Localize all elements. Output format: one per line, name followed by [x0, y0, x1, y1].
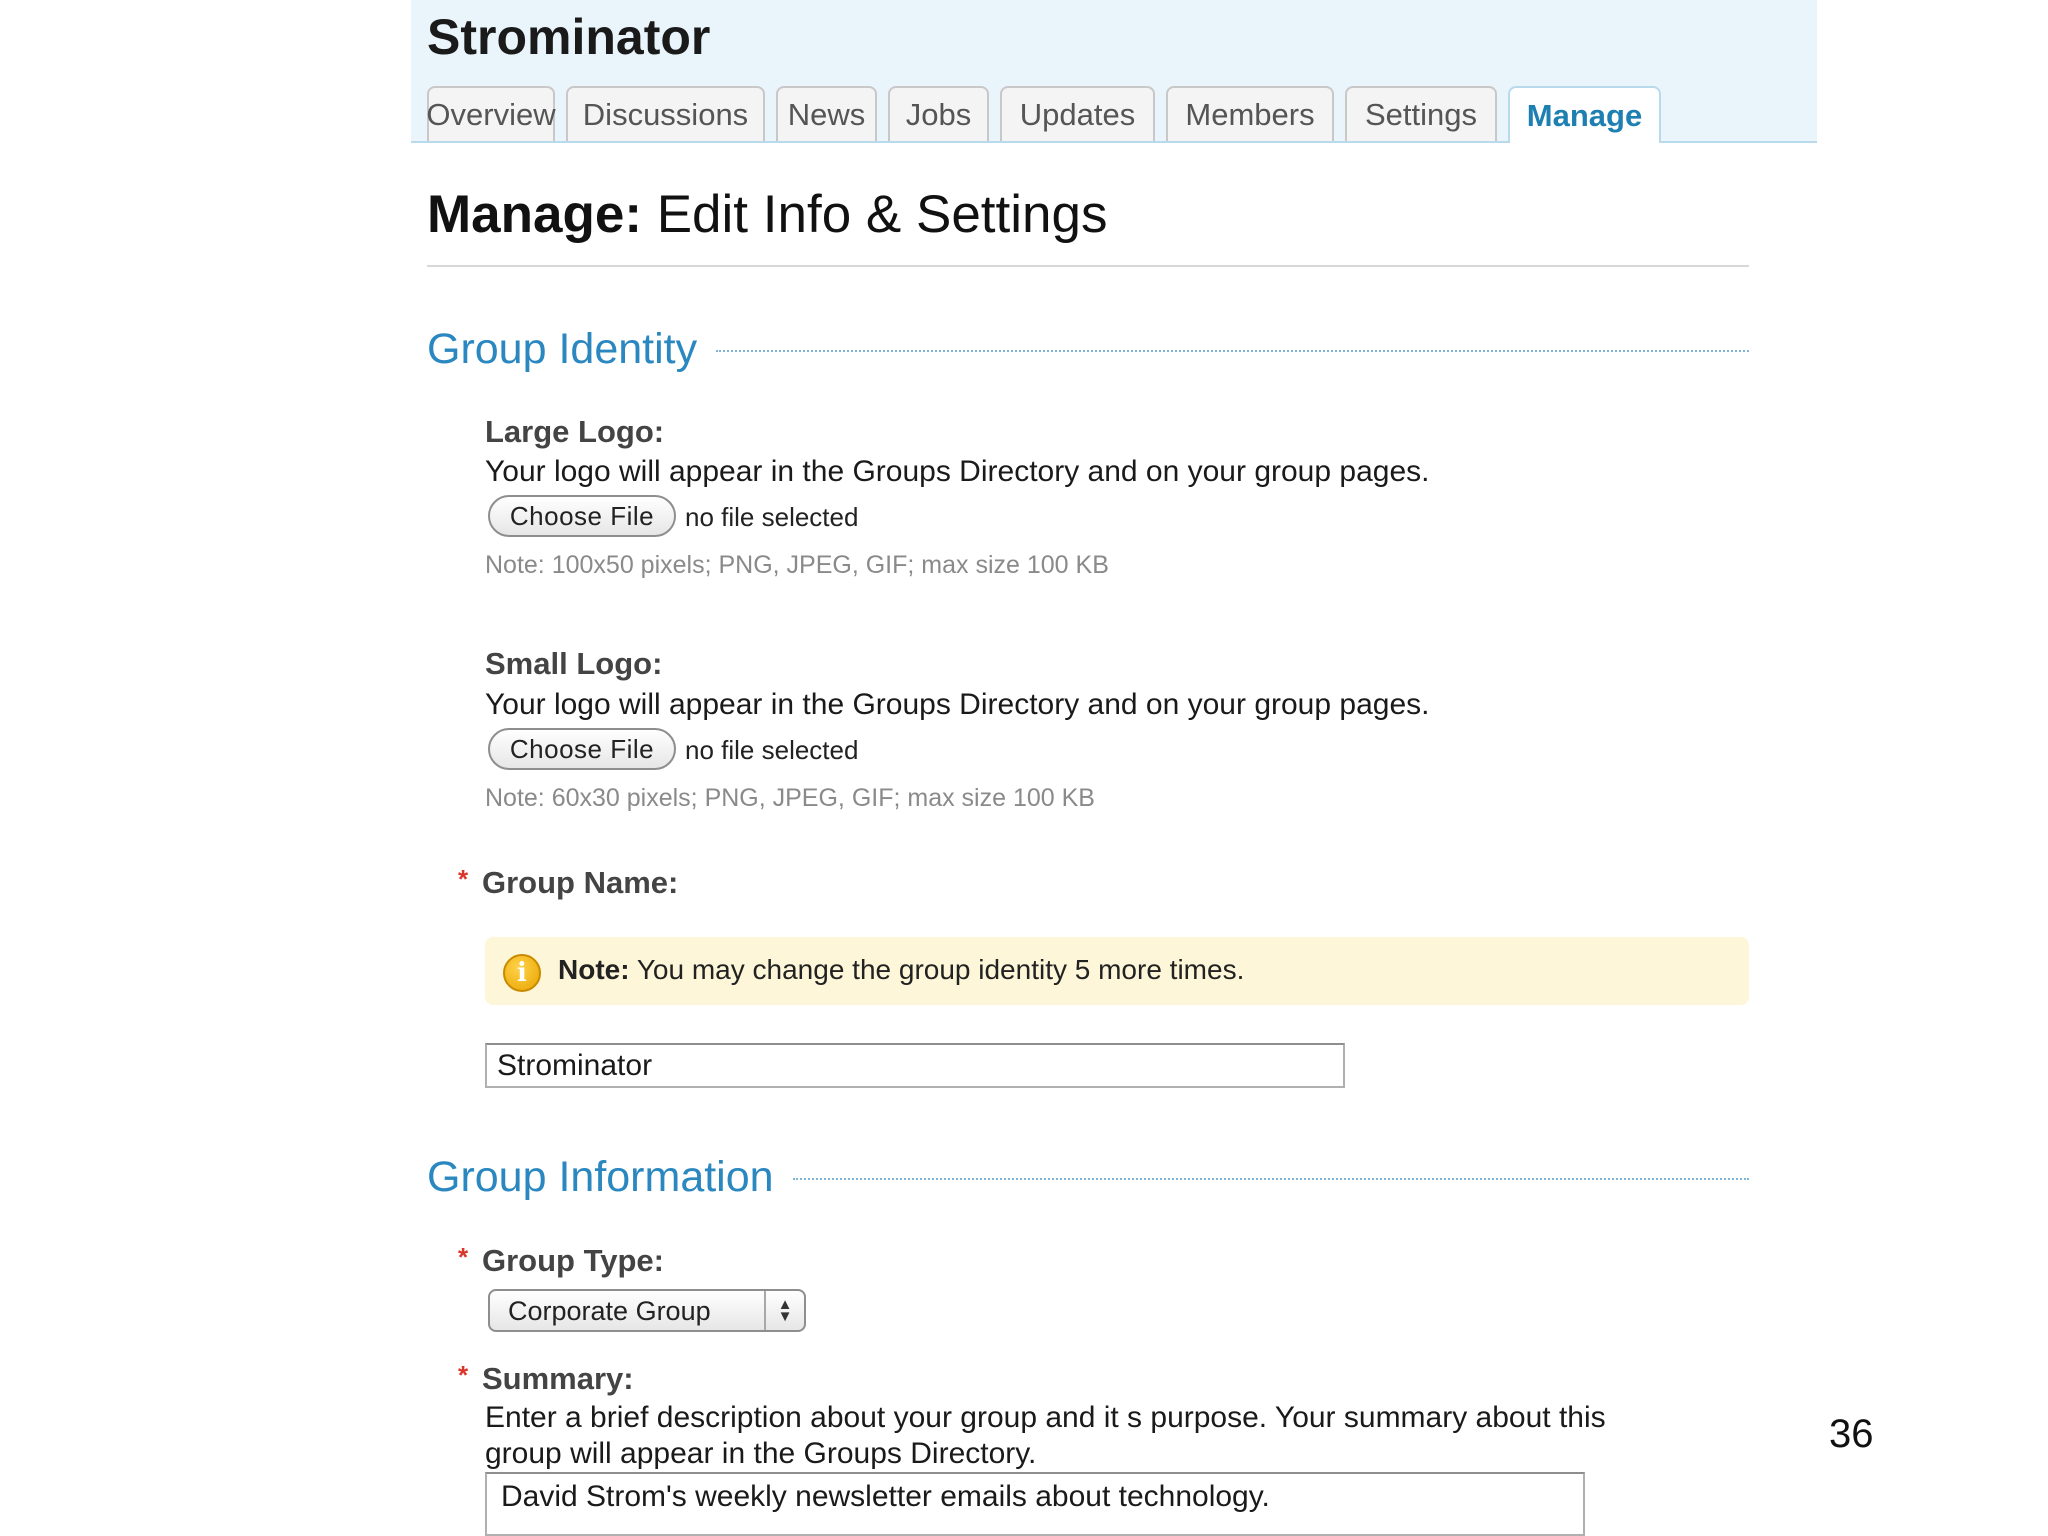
info-icon: i: [503, 954, 541, 992]
required-marker: *: [458, 1360, 469, 1390]
tab-overview[interactable]: Overview: [427, 86, 555, 141]
page-title: [427, 184, 1107, 245]
group-name-input[interactable]: [485, 1043, 1345, 1088]
large-logo-file-status: no file selected: [685, 502, 859, 532]
summary-description-line-1: Enter a brief description about your group and it s purpose. Your summary about this: [485, 1401, 1606, 1434]
notice-message: [558, 954, 1244, 986]
large-logo-description: Your logo will appear in the Groups Directory and on your group pages.: [485, 455, 1430, 488]
group-type-select[interactable]: [488, 1289, 806, 1332]
group-title: Strominator: [427, 9, 711, 65]
required-marker: *: [458, 1242, 469, 1272]
group-identity-notice: [485, 937, 1749, 1005]
section-divider: [793, 1178, 1749, 1180]
notice-body: You may change the group identity 5 more times.: [629, 954, 1245, 985]
tab-jobs[interactable]: Jobs: [888, 86, 989, 141]
large-logo-choose-file-button[interactable]: Choose File: [488, 495, 676, 537]
large-logo-note: Note: 100x50 pixels; PNG, JPEG, GIF; max size 100 KB: [485, 551, 1109, 579]
tab-members[interactable]: Members: [1166, 86, 1334, 141]
tab-discussions[interactable]: Discussions: [566, 86, 765, 141]
small-logo-description: Your logo will appear in the Groups Directory and on your group pages.: [485, 688, 1430, 721]
tab-news[interactable]: News: [776, 86, 877, 141]
slide-number: 36: [1829, 1412, 1874, 1456]
tab-manage[interactable]: Manage: [1508, 86, 1661, 143]
section-title-group-information: Group Information: [427, 1153, 774, 1201]
summary-description-line-2: group will appear in the Groups Directory.: [485, 1437, 1037, 1470]
section-divider: [716, 350, 1749, 352]
summary-label: Summary:: [482, 1361, 634, 1396]
small-logo-choose-file-button[interactable]: Choose File: [488, 728, 676, 770]
heading-divider: [427, 265, 1749, 267]
group-header: [411, 0, 1817, 143]
required-marker: *: [458, 864, 469, 894]
small-logo-label: Small Logo:: [485, 646, 663, 681]
section-title-group-identity: Group Identity: [427, 325, 698, 373]
small-logo-file-status: no file selected: [685, 735, 859, 765]
summary-textarea[interactable]: [485, 1472, 1585, 1536]
page-title-section: Manage:: [427, 185, 642, 244]
small-logo-note: Note: 60x30 pixels; PNG, JPEG, GIF; max size 100 KB: [485, 784, 1095, 812]
tab-updates[interactable]: Updates: [1000, 86, 1155, 141]
up-down-arrows-icon: ▲ ▼: [764, 1291, 804, 1330]
group-type-label: Group Type:: [482, 1243, 664, 1278]
group-manage-page: [411, 0, 1817, 1536]
notice-label: Note:: [558, 954, 630, 985]
group-type-selected-value: Corporate Group: [508, 1296, 711, 1326]
page-title-subtitle: Edit Info & Settings: [641, 185, 1108, 244]
large-logo-label: Large Logo:: [485, 414, 665, 449]
group-name-label: Group Name:: [482, 865, 679, 900]
tab-settings[interactable]: Settings: [1345, 86, 1497, 141]
